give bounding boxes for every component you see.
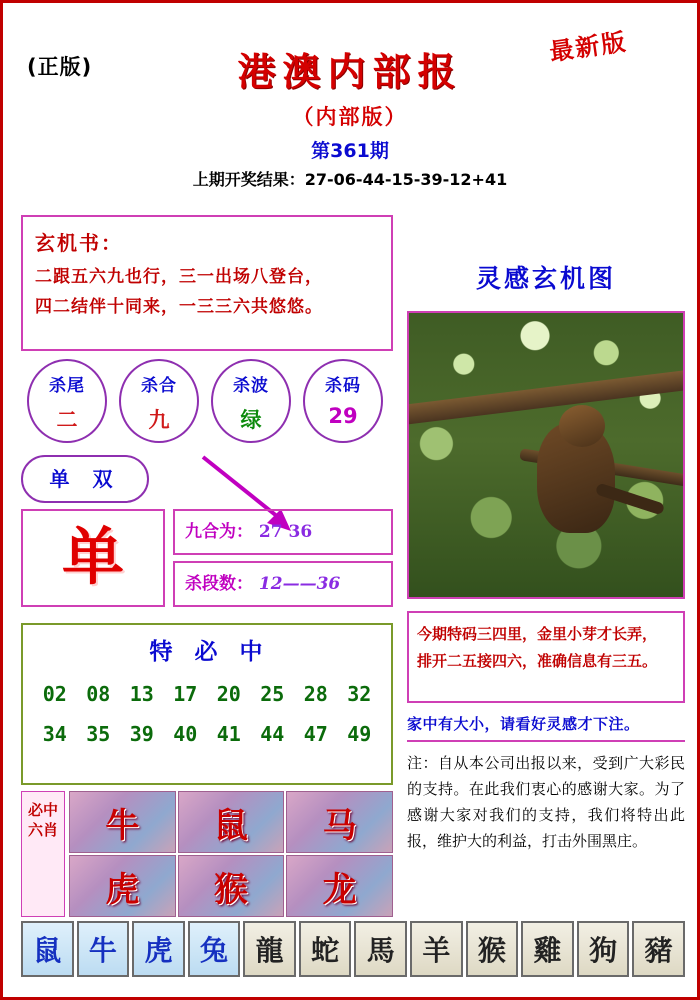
number-cell: 28 xyxy=(303,682,328,706)
number-cell: 35 xyxy=(86,722,111,746)
kill-value: 二 xyxy=(56,408,78,432)
zodiac-cell xyxy=(286,855,393,917)
sure-hit-row-2 xyxy=(23,722,391,746)
zodiac-tile-ox xyxy=(77,921,130,977)
poem-line: 二跟五六九也行，三一出场八登台， xyxy=(35,267,323,287)
number-cell: 41 xyxy=(216,722,241,746)
range-kill-label: 杀段数： xyxy=(185,574,253,594)
zodiac-tile-char: 馬 xyxy=(366,934,395,967)
zodiac-tile-char: 狗 xyxy=(589,934,618,967)
zodiac-tile-monkey xyxy=(466,921,519,977)
zodiac-cell xyxy=(69,791,176,853)
zodiac-tile-rat xyxy=(21,921,74,977)
number-cell: 32 xyxy=(347,682,372,706)
sum-value: 27 36 xyxy=(258,522,313,542)
zodiac-tile-char: 虎 xyxy=(144,934,173,967)
kill-oval-code xyxy=(303,359,383,443)
number-cell: 17 xyxy=(173,682,198,706)
zodiac-tile-char: 兔 xyxy=(200,934,229,967)
sum-box xyxy=(173,509,393,555)
number-cell: 20 xyxy=(216,682,241,706)
kill-value: 29 xyxy=(328,404,358,428)
photo-monkey-head xyxy=(559,405,605,447)
page-subtitle: （内部版） xyxy=(292,105,408,129)
zodiac-tile-char: 猴 xyxy=(477,934,506,967)
number-cell: 02 xyxy=(42,682,67,706)
kill-oval-sum xyxy=(119,359,199,443)
zodiac-tile-tiger xyxy=(132,921,185,977)
left-column xyxy=(21,215,393,919)
zodiac-tile-char: 蛇 xyxy=(311,934,340,967)
result-row xyxy=(21,509,393,617)
kill-label: 杀码 xyxy=(325,376,361,396)
number-cell: 39 xyxy=(129,722,154,746)
zodiac-tile-goat xyxy=(410,921,463,977)
zodiac-cell xyxy=(178,855,285,917)
divider xyxy=(407,740,685,742)
poem-title: 玄机书： xyxy=(35,231,123,255)
kill-oval-row xyxy=(21,359,393,451)
zodiac-side-label: 必中六肖 xyxy=(21,791,65,917)
inspiration-note: 家中有大小，请看好灵感才下注。 xyxy=(407,715,640,733)
issue-number: 第361期 xyxy=(311,140,389,162)
number-cell: 40 xyxy=(173,722,198,746)
zodiac-cell xyxy=(69,855,176,917)
number-cell: 13 xyxy=(129,682,154,706)
zodiac-cell xyxy=(286,791,393,853)
kill-label: 杀合 xyxy=(141,376,177,396)
number-cell: 25 xyxy=(260,682,285,706)
result-char-box xyxy=(21,509,165,607)
kill-label: 杀波 xyxy=(233,376,269,396)
sure-hit-row-1 xyxy=(23,682,391,706)
zodiac-tile-rabbit xyxy=(188,921,241,977)
odd-even-label: 单 双 xyxy=(49,467,121,491)
zodiac-picture-block xyxy=(21,791,393,919)
right-poem-box xyxy=(407,611,685,703)
zodiac-tile-rooster xyxy=(521,921,574,977)
inspiration-title: 灵感玄机图 xyxy=(475,264,616,293)
poem-line: 四二结伴十同来，一三三六共悠悠。 xyxy=(35,297,323,317)
number-cell: 44 xyxy=(260,722,285,746)
range-kill-box xyxy=(173,561,393,607)
poem-box xyxy=(21,215,393,351)
zodiac-tile-char: 羊 xyxy=(422,934,451,967)
right-poem-line: 今期特码三四里，金里小芽才长弄， xyxy=(417,625,658,643)
newest-badge: 最新版 xyxy=(547,27,629,67)
zodiac-char: 虎 xyxy=(105,869,140,910)
number-cell: 08 xyxy=(86,682,111,706)
zodiac-char: 猴 xyxy=(213,869,248,910)
zodiac-tile-char: 豬 xyxy=(644,934,673,967)
zodiac-tile-horse xyxy=(354,921,407,977)
sum-label: 九合为： xyxy=(185,522,253,542)
poster-header xyxy=(3,3,697,193)
range-kill-value: 12——36 xyxy=(258,574,341,594)
sure-hit-box xyxy=(21,623,393,785)
zodiac-tile-snake xyxy=(299,921,352,977)
kill-oval-wave xyxy=(211,359,291,443)
zodiac-char: 鼠 xyxy=(213,805,248,846)
zodiac-char: 龙 xyxy=(322,869,357,910)
zodiac-tile-dog xyxy=(577,921,630,977)
company-notice: 注：自从本公司出报以来，受到广大彩民的支持。在此我们衷心的感谢大家。为了感谢大家对我们的支持，我们将特出此报，维护大的利益，打击外围黑庄。 xyxy=(407,754,685,850)
zodiac-tile-char: 龍 xyxy=(255,934,284,967)
kill-label: 杀尾 xyxy=(49,376,85,396)
number-cell: 49 xyxy=(347,722,372,746)
poster-body xyxy=(21,215,685,915)
zodiac-grid xyxy=(69,791,393,917)
result-char: 单 xyxy=(61,520,124,593)
zodiac-tile-char: 雞 xyxy=(533,934,562,967)
number-cell: 34 xyxy=(42,722,67,746)
kill-oval-tail xyxy=(27,359,107,443)
inspiration-photo xyxy=(407,311,685,599)
page-title: 港澳内部报 xyxy=(237,49,463,94)
zodiac-char: 牛 xyxy=(105,805,140,846)
zodiac-strip xyxy=(21,921,685,977)
kill-value: 绿 xyxy=(240,408,262,432)
zodiac-tile-char: 鼠 xyxy=(33,934,62,967)
odd-even-label-box xyxy=(21,455,149,503)
sure-hit-title: 特必中 xyxy=(149,638,285,665)
zodiac-cell xyxy=(178,791,285,853)
right-poem-line: 排开二五接四六，准确信息有三五。 xyxy=(417,652,658,670)
number-cell: 47 xyxy=(303,722,328,746)
zodiac-tile-char: 牛 xyxy=(88,934,117,967)
zodiac-tile-dragon xyxy=(243,921,296,977)
edition-mark: (正版) xyxy=(27,55,93,79)
zodiac-tile-pig xyxy=(632,921,685,977)
kill-value: 九 xyxy=(148,408,170,432)
last-draw-result: 上期开奖结果：27-06-44-15-39-12+41 xyxy=(192,170,508,189)
right-column xyxy=(407,215,685,854)
zodiac-char: 马 xyxy=(322,805,357,846)
